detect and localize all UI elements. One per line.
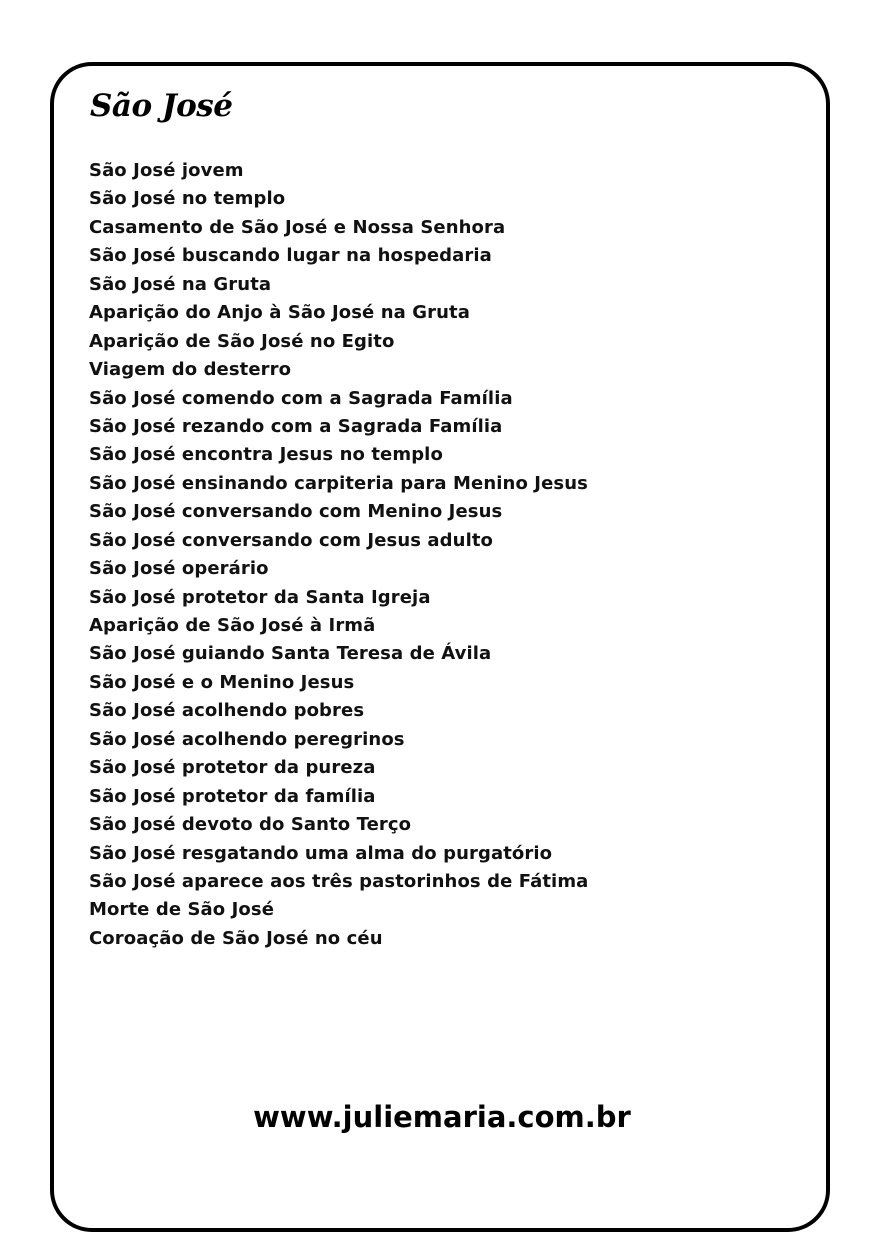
list-item: Coroação de São José no céu: [89, 927, 383, 949]
list-item: São José protetor da Santa Igreja: [89, 586, 431, 608]
list-item: São José aparece aos três pastorinhos de Fátima: [89, 870, 589, 892]
list-item: São José conversando com Menino Jesus: [89, 501, 503, 523]
list-item: São José encontra Jesus no templo: [89, 444, 443, 466]
item-list: [89, 157, 588, 953]
list-item: São José ensinando carpiteria para Menino Jesus: [89, 472, 588, 494]
list-item: São José guiando Santa Teresa de Ávila: [89, 643, 492, 665]
list-item: São José na Gruta: [89, 273, 272, 295]
list-item: São José buscando lugar na hospedaria: [89, 245, 492, 267]
list-item: Aparição de São José no Egito: [89, 330, 395, 352]
list-item: São José rezando com a Sagrada Família: [89, 415, 503, 437]
list-item: São José jovem: [89, 160, 244, 181]
list-item: São José comendo com a Sagrada Família: [89, 387, 513, 409]
list-item: São José protetor da pureza: [89, 757, 376, 779]
list-item: São José conversando com Jesus adulto: [89, 529, 494, 551]
list-item: Aparição do Anjo à São José na Gruta: [89, 302, 470, 324]
list-item: São José protetor da família: [89, 785, 376, 807]
list-item: São José acolhendo peregrinos: [89, 728, 405, 750]
list-item: São José resgatando uma alma do purgatório: [89, 842, 553, 864]
list-item: Casamento de São José e Nossa Senhora: [89, 216, 506, 238]
list-item: São José no templo: [89, 188, 286, 210]
website-url: www.juliemaria.com.br: [253, 1100, 631, 1134]
list-item: Viagem do desterro: [89, 359, 292, 381]
list-item: São José e o Menino Jesus: [89, 671, 355, 693]
list-item: Morte de São José: [89, 899, 275, 921]
list-item: São José acolhendo pobres: [89, 700, 365, 722]
list-item: Aparição de São José à Irmã: [89, 615, 376, 636]
list-item: São José operário: [89, 558, 269, 580]
page-title: São José: [90, 88, 233, 124]
list-item: São José devoto do Santo Terço: [89, 814, 412, 836]
